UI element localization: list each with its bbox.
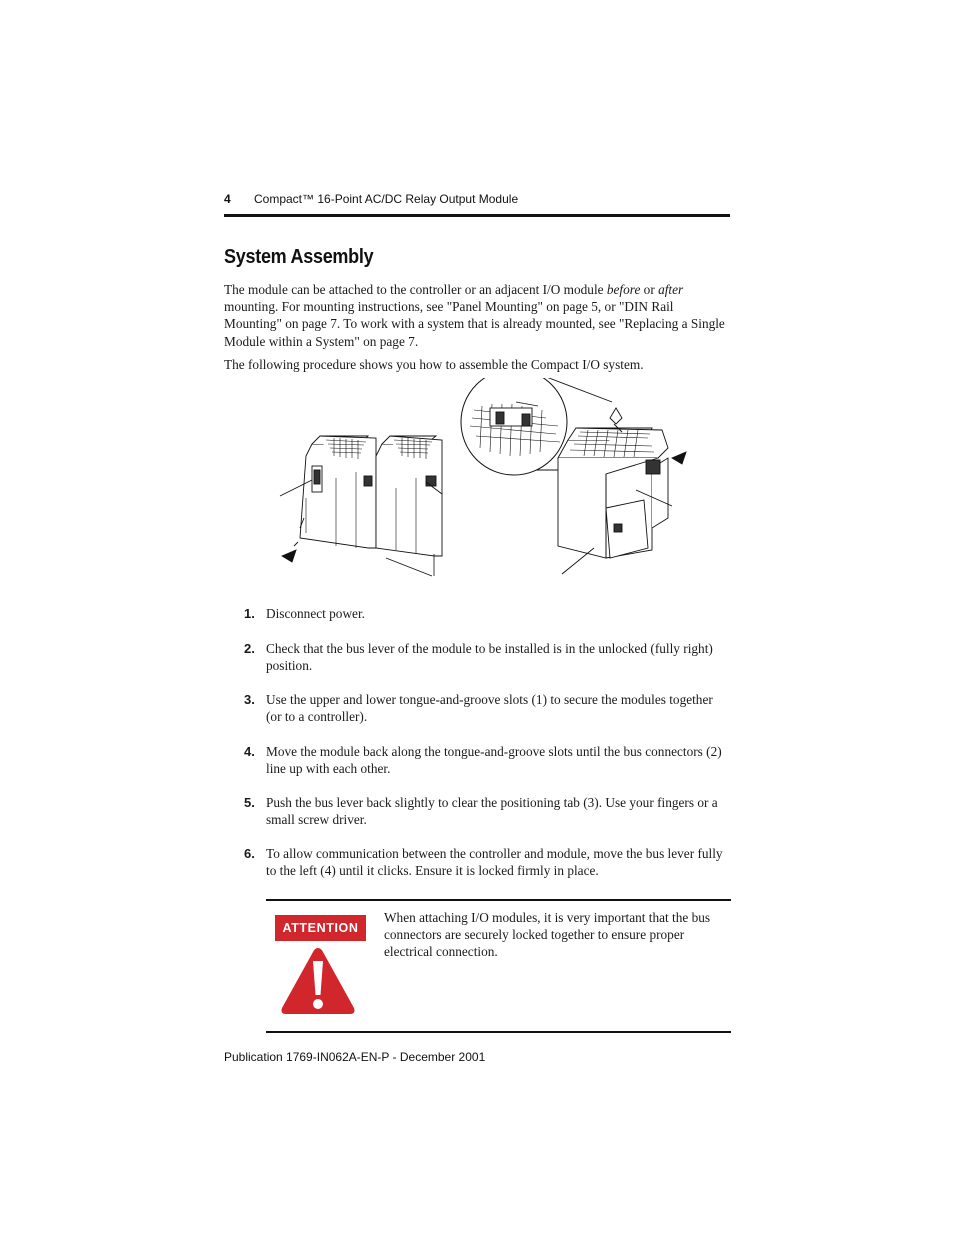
section-title: System Assembly (224, 246, 374, 268)
intro-text-a: The module can be attached to the controller or an adjacent I/O module (224, 282, 607, 297)
step-number: 5. (244, 795, 255, 810)
intro-text-b: or (640, 282, 659, 297)
step-text: To allow communication between the controller and module, move the bus lever fully to the left (4) until it clicks. Ensure it is locked firmly in place. (266, 846, 723, 879)
list-item (224, 605, 730, 640)
system-assembly-illustration (276, 378, 696, 578)
page-number: 4 (224, 192, 231, 206)
intro-paragraph (224, 281, 730, 350)
publication-footer: Publication 1769-IN062A-EN-P - December 2001 (224, 1050, 486, 1064)
warning-triangle-icon (279, 945, 357, 1017)
procedure-intro: The following procedure shows you how to assemble the Compact I/O system. (224, 357, 644, 372)
list-item (224, 640, 730, 691)
step-number: 4. (244, 744, 255, 759)
list-item (224, 845, 730, 885)
attention-text: When attaching I/O modules, it is very important that the bus connectors are securely locked together to ensure proper electrical connection. (384, 910, 711, 960)
attention-top-rule (266, 899, 731, 901)
step-text: Disconnect power. (266, 606, 365, 621)
step-text: Use the upper and lower tongue-and-groove slots (1) to secure the modules together (or to a controller). (266, 692, 713, 725)
left-module-pair (280, 436, 442, 576)
list-item (224, 794, 730, 845)
step-text: Move the module back along the tongue-and-groove slots until the bus connectors (2) line up with each other. (266, 744, 722, 777)
assembly-steps (224, 605, 730, 885)
header-title: Compact™ 16-Point AC/DC Relay Output Module (254, 192, 519, 206)
intro-before-emphasis: before (606, 282, 641, 297)
step-text: Check that the bus lever of the module to be installed is in the unlocked (fully right) position. (266, 641, 713, 674)
step-number: 3. (244, 692, 255, 707)
intro-after-emphasis: after (658, 282, 684, 297)
header-rule (224, 214, 730, 217)
list-item (224, 691, 730, 743)
attention-bottom-rule (266, 1031, 731, 1033)
page-header (224, 192, 730, 206)
step-text: Push the bus lever back slightly to clear the positioning tab (3). Use your fingers or a small screw driver. (266, 795, 718, 828)
attention-badge: ATTENTION (275, 915, 366, 941)
list-item (224, 743, 730, 794)
step-number: 2. (244, 641, 255, 656)
intro-text-c: mounting. For mounting instructions, see "Panel Mounting" on page 5, or "DIN Rail Mounting" on page 7. To work with a system that is already mounted, see "Replacing a Single Module within a System" on page 7. (224, 299, 725, 349)
right-module-assembly (558, 408, 686, 574)
step-number: 6. (244, 846, 255, 861)
step-number: 1. (244, 606, 255, 621)
